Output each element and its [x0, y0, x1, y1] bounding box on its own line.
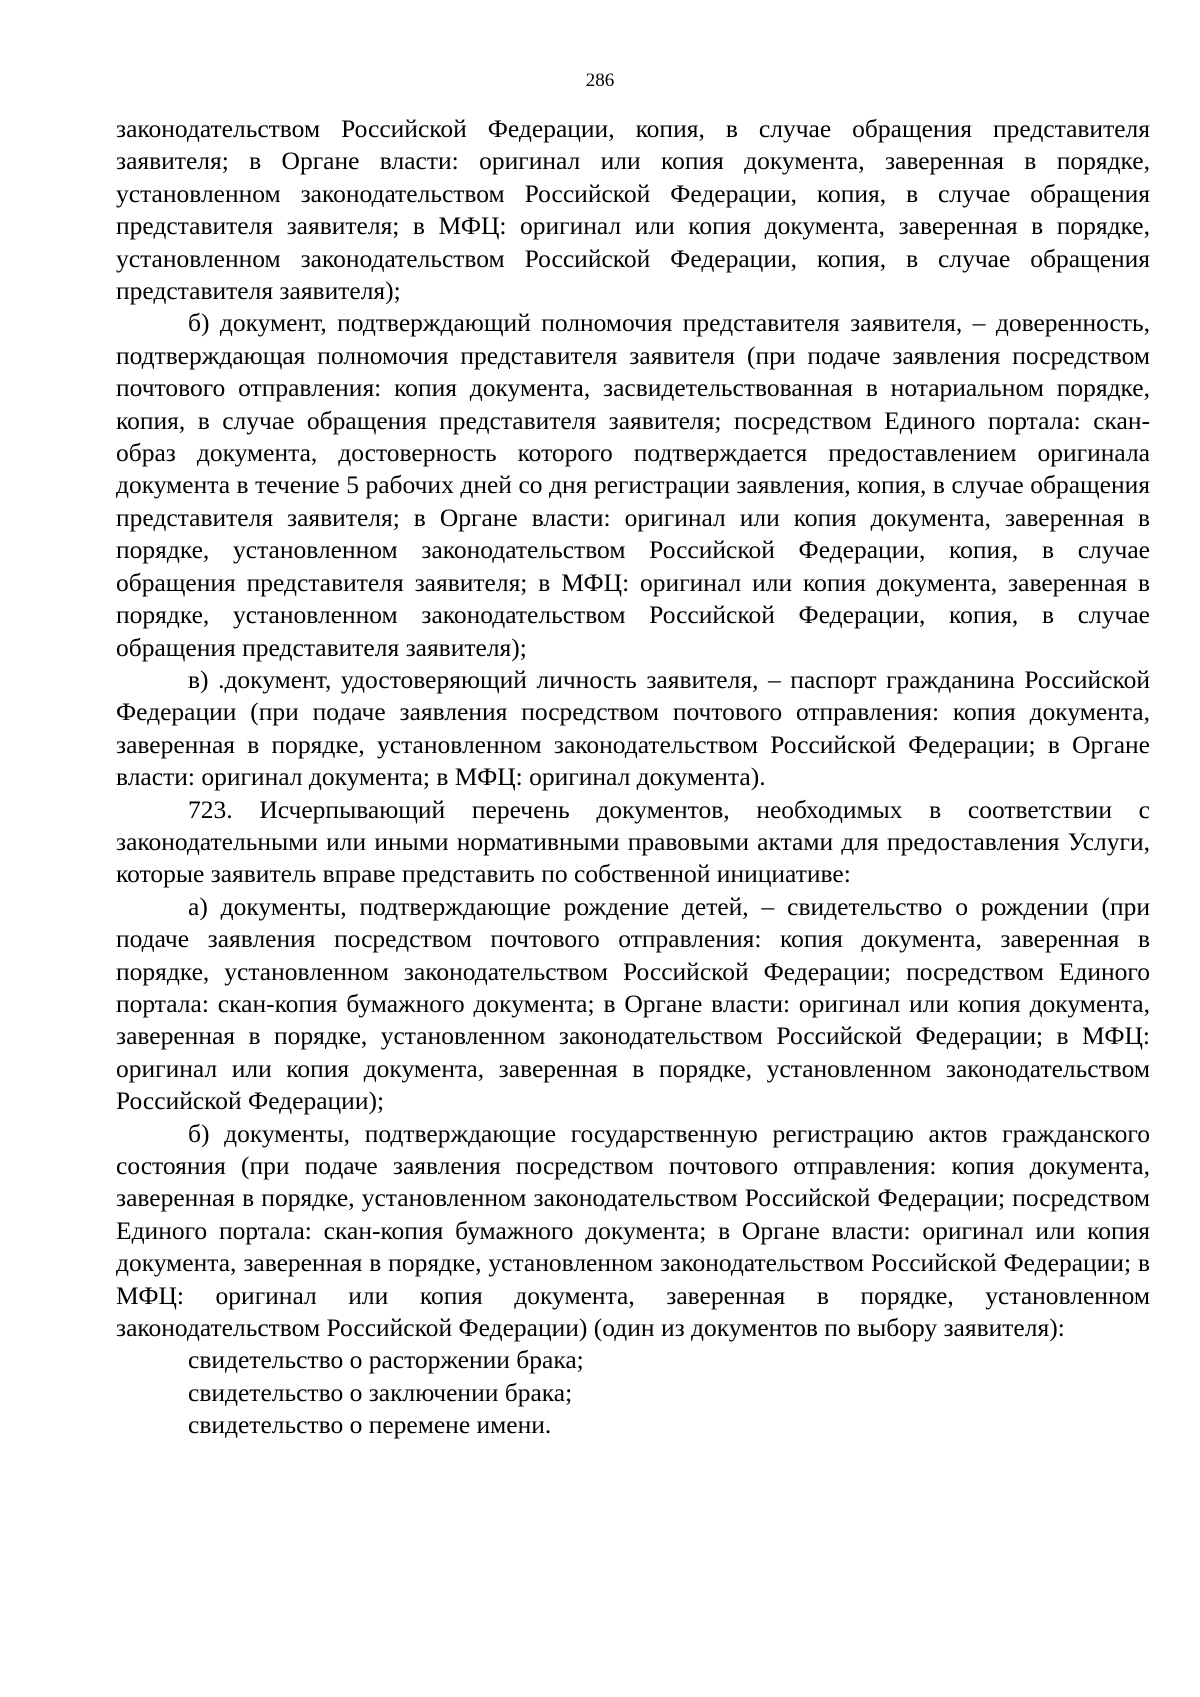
page-number: 286 — [585, 70, 615, 91]
paragraph-item-a-birth-certificate: а) документы, подтверждающие рождение детей, – свидетельство о рождении (при подаче заявления посредством почтового отправления: копия документа, заверенная в порядке, установленном законодательством Российской Федерации; посредством Единого портала: скан-копия бумажного документа; в Органе власти: оригинал или копия документа, заверенная в порядке, установленном законодательством Российской Федерации; в МФЦ: оригинал или копия документа, заверенная в порядке, установленном законодательством Российской Федерации); — [116, 891, 1150, 1116]
document-body — [116, 113, 1150, 1442]
paragraph-clause-723: 723. Исчерпывающий перечень документов, необходимых в соответствии с законодательными или иными нормативными правовыми актами для предоставления Услуги, которые заявитель вправе представить по собственной инициативе: — [116, 794, 1150, 889]
paragraph-item-v-passport: в) .документ, удостоверяющий личность заявителя, – паспорт гражданина Российской Федерации (при подаче заявления посредством почтового отправления: копия документа, заверенная в порядке, установленном законодательством Российской Федерации; в Органе власти: оригинал документа; в МФЦ: оригинал документа). — [116, 664, 1150, 792]
paragraph-continuation: законодательством Российской Федерации, копия, в случае обращения представителя заявителя; в Органе власти: оригинал или копия документа, заверенная в порядке, установленном законодательством Российской Федерации, копия, в случае обращения представителя заявителя; в МФЦ: оригинал или копия документа, заверенная в порядке, установленном законодательством Российской Федерации, копия, в случае обращения представителя заявителя); — [116, 114, 1150, 306]
paragraph-item-b-power-of-attorney: б) документ, подтверждающий полномочия представителя заявителя, – доверенность, подтверждающая полномочия представителя заявителя (при подаче заявления посредством почтового отправления: копия документа, засвидетельствованная в нотариальном порядке, копия, в случае обращения представителя заявителя; посредством Единого портала: скан-образ документа, достоверность которого подтверждается предоставлением оригинала документа в течение 5 рабочих дней со дня регистрации заявления, копия, в случае обращения представителя заявителя; в Органе власти: оригинал или копия документа, заверенная в порядке, установленном законодательством Российской Федерации, копия, в случае обращения представителя заявителя; в МФЦ: оригинал или копия документа, заверенная в порядке, установленном законодательством Российской Федерации, копия, в случае обращения представителя заявителя); — [116, 308, 1150, 662]
list-item-marriage-certificate: свидетельство о заключении брака; — [188, 1377, 573, 1407]
list-item-divorce-certificate: свидетельство о расторжении брака; — [188, 1345, 584, 1375]
list-item-name-change-certificate: свидетельство о перемене имени. — [188, 1410, 552, 1440]
paragraph-item-b-civil-status: б) документы, подтверждающие государственную регистрацию актов гражданского состояния (при подаче заявления посредством почтового отправления: копия документа, заверенная в порядке, установленном законодательством Российской Федерации; посредством Единого портала: скан-копия бумажного документа; в Органе власти: оригинал или копия документа, заверенная в порядке, установленном законодательством Российской Федерации; в МФЦ: оригинал или копия документа, заверенная в порядке, установленном законодательством Российской Федерации) (один из документов по выбору заявителя): — [116, 1118, 1150, 1343]
